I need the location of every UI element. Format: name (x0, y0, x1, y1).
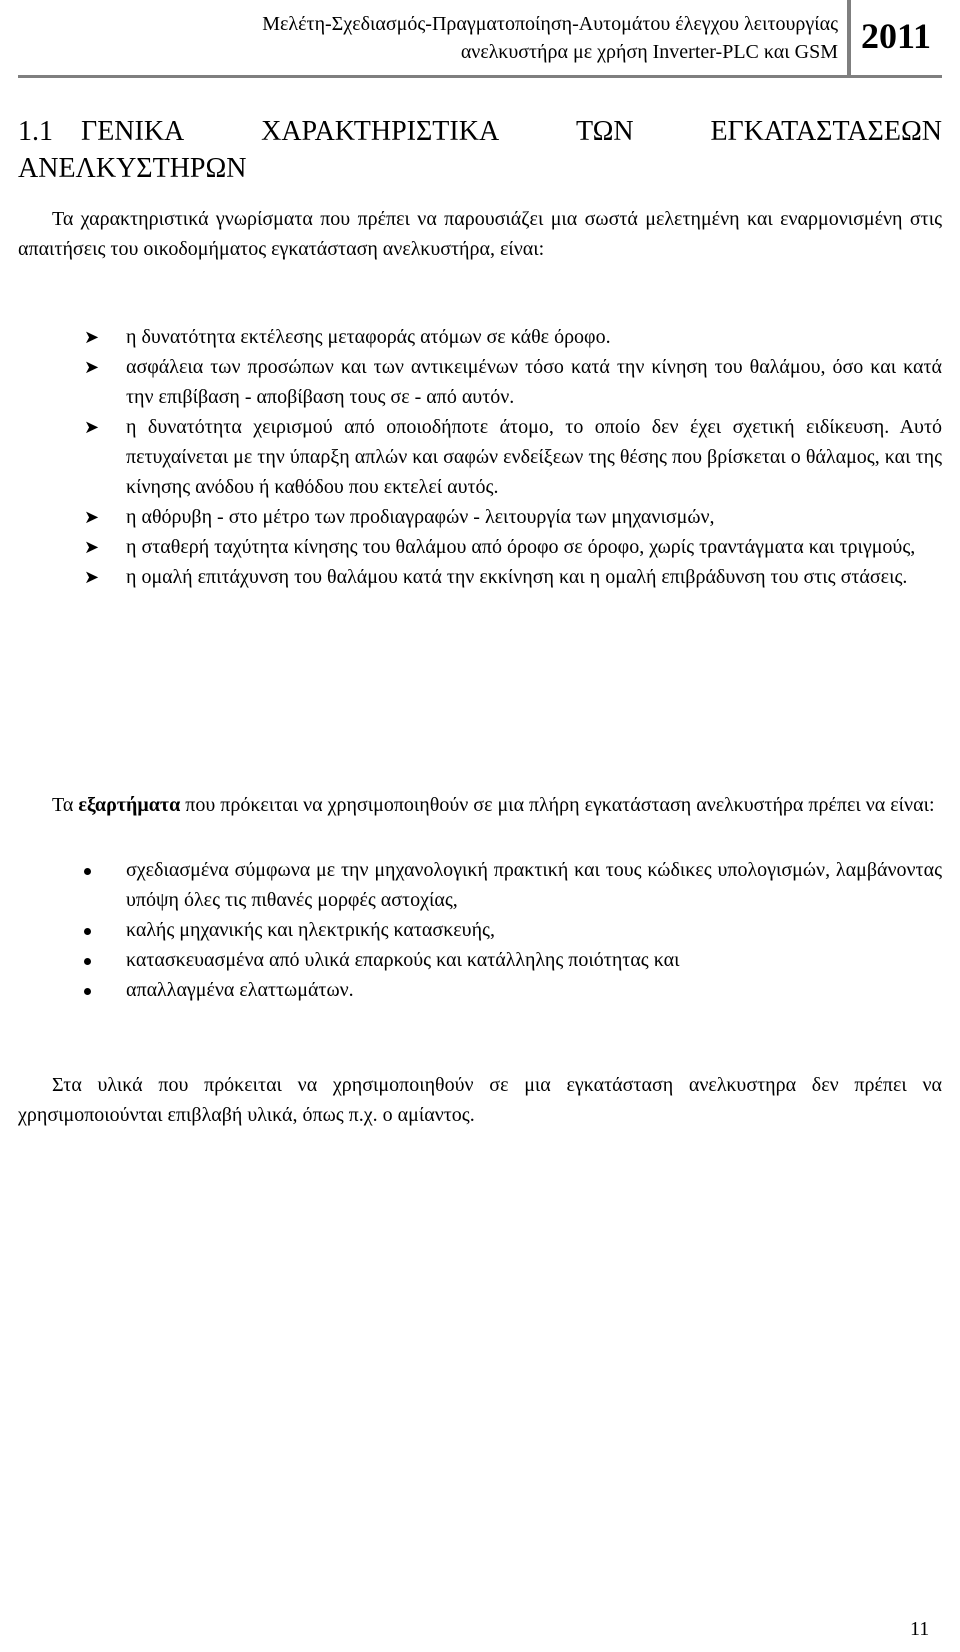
requirements-list (84, 855, 942, 1005)
section-number-title (18, 113, 184, 150)
section-title-word: ΤΩΝ (575, 116, 634, 147)
section-heading (18, 113, 942, 187)
intro-text: Τα χαρακτηριστικά γνωρίσματα που πρέπει να παρουσιάζει μια σωστά μελετημένη και εναρμονισμένη στις απαιτήσεις του οικοδομήματος εγκατάσταση ανελκυστήρα, είναι: (18, 208, 942, 260)
bullet-dot-icon (84, 988, 91, 995)
section-title-word: ΧΑΡΑΚΤΗΡΙΣΤΙΚΑ (261, 116, 500, 147)
list-item-text: η σταθερή ταχύτητα κίνησης του θαλάμου από όροφο σε όροφο, χωρίς τραντάγματα και τριγμούς, (126, 536, 916, 558)
list-item-text: η δυνατότητα χειρισμού από οποιοδήποτε άτομο, το οποίο δεν έχει σχετική ειδίκευση. Αυτό πετυχαίνεται με την ύπαρξη απλών και σαφών ενδείξεων της θέσης που βρίσκεται ο θάλαμος, και της κίνησης ανόδου ή καθόδου που εκτελεί αυτός. (126, 416, 942, 498)
features-list (84, 322, 942, 592)
list-item-text: η ομαλή επιτάχυνση του θαλάμου κατά την εκκίνηση και η ομαλή επιβράδυνση του στις στάσεις. (126, 566, 908, 588)
arrow-bullet-icon: ➤ (84, 327, 100, 347)
arrow-bullet-icon: ➤ (84, 417, 100, 437)
list-item-text: η δυνατότητα εκτέλεσης μεταφοράς ατόμων σε κάθε όροφο. (126, 326, 611, 348)
page-header (18, 0, 942, 79)
arrow-bullet-icon: ➤ (84, 507, 100, 527)
header-year: 2011 (861, 16, 932, 56)
section-title-word: ΕΓΚΑΤΑΣΤΑΣΕΩΝ (710, 116, 942, 147)
list-item (84, 975, 942, 1005)
list-item (84, 945, 942, 975)
header-title (18, 10, 838, 66)
list-item-text: η αθόρυβη - στο μέτρο των προδιαγραφών - λειτουργία των μηχανισμών, (126, 506, 715, 528)
page-number: 11 (910, 1618, 930, 1640)
arrow-bullet-icon: ➤ (84, 357, 100, 377)
bullet-dot-icon (84, 958, 91, 965)
section-heading-line2: ΑΝΕΛΚΥΣΤΗΡΩΝ (18, 153, 247, 184)
list-item-text: καλής μηχανικής και ηλεκτρικής κατασκευής, (126, 919, 495, 941)
list-item-text: κατασκευασμένα από υλικά επαρκούς και κατάλληλης ποιότητας και (126, 949, 680, 971)
list-item (84, 915, 942, 945)
list-item (84, 412, 942, 502)
header-divider-horizontal (18, 75, 942, 78)
materials-text: Στα υλικά που πρόκειται να χρησιμοποιηθούν σε μια εγκατάσταση ανελκυστηρα δεν πρέπει να χρησιμοποιούνται επιβλαβή υλικά, όπως π.χ. ο αμίαντος. (18, 1074, 942, 1126)
header-title-line2: ανελκυστήρα με χρήση Inverter-PLC και GSM (460, 41, 838, 63)
parts-bold-term: εξαρτήματα (78, 794, 181, 816)
list-item-text: σχεδιασμένα σύμφωνα με την μηχανολογική πρακτική και τους κώδικες υπολογισμών, λαμβάνοντας υπόψη όλες τις πιθανές μορφές αστοχίας, (126, 859, 942, 911)
bullet-dot-icon (84, 928, 91, 935)
list-item (84, 502, 942, 532)
list-item (84, 562, 942, 592)
section-title-word: ΓΕΝΙΚΑ (81, 116, 185, 147)
list-item (84, 532, 942, 562)
arrow-bullet-icon: ➤ (84, 537, 100, 557)
intro-paragraph (18, 204, 942, 264)
list-item-text: ασφάλεια των προσώπων και των αντικειμένων τόσο κατά την κίνηση του θαλάμου, όσο και κατά την επιβίβαση - αποβίβαση τους σε - από αυτόν. (126, 356, 942, 408)
list-item-text: απαλλαγμένα ελαττωμάτων. (126, 979, 354, 1001)
parts-paragraph (18, 790, 942, 820)
arrow-bullet-icon: ➤ (84, 567, 100, 587)
section-number: 1.1 (18, 116, 53, 147)
bullet-dot-icon (84, 868, 91, 875)
header-divider-vertical (847, 0, 851, 76)
section-heading-line1 (18, 113, 942, 150)
header-title-line1: Μελέτη-Σχεδιασμός-Πραγματοποίηση-Αυτομάτου έλεγχου λειτουργίας (262, 13, 838, 35)
list-item (84, 322, 942, 352)
parts-text-after: που πρόκειται να χρησιμοποιηθούν σε μια πλήρη εγκατάσταση ανελκυστήρα πρέπει να είναι: (180, 794, 935, 816)
list-item (84, 352, 942, 412)
parts-text-before: Τα (52, 794, 79, 816)
materials-paragraph (18, 1070, 942, 1130)
list-item (84, 855, 942, 915)
